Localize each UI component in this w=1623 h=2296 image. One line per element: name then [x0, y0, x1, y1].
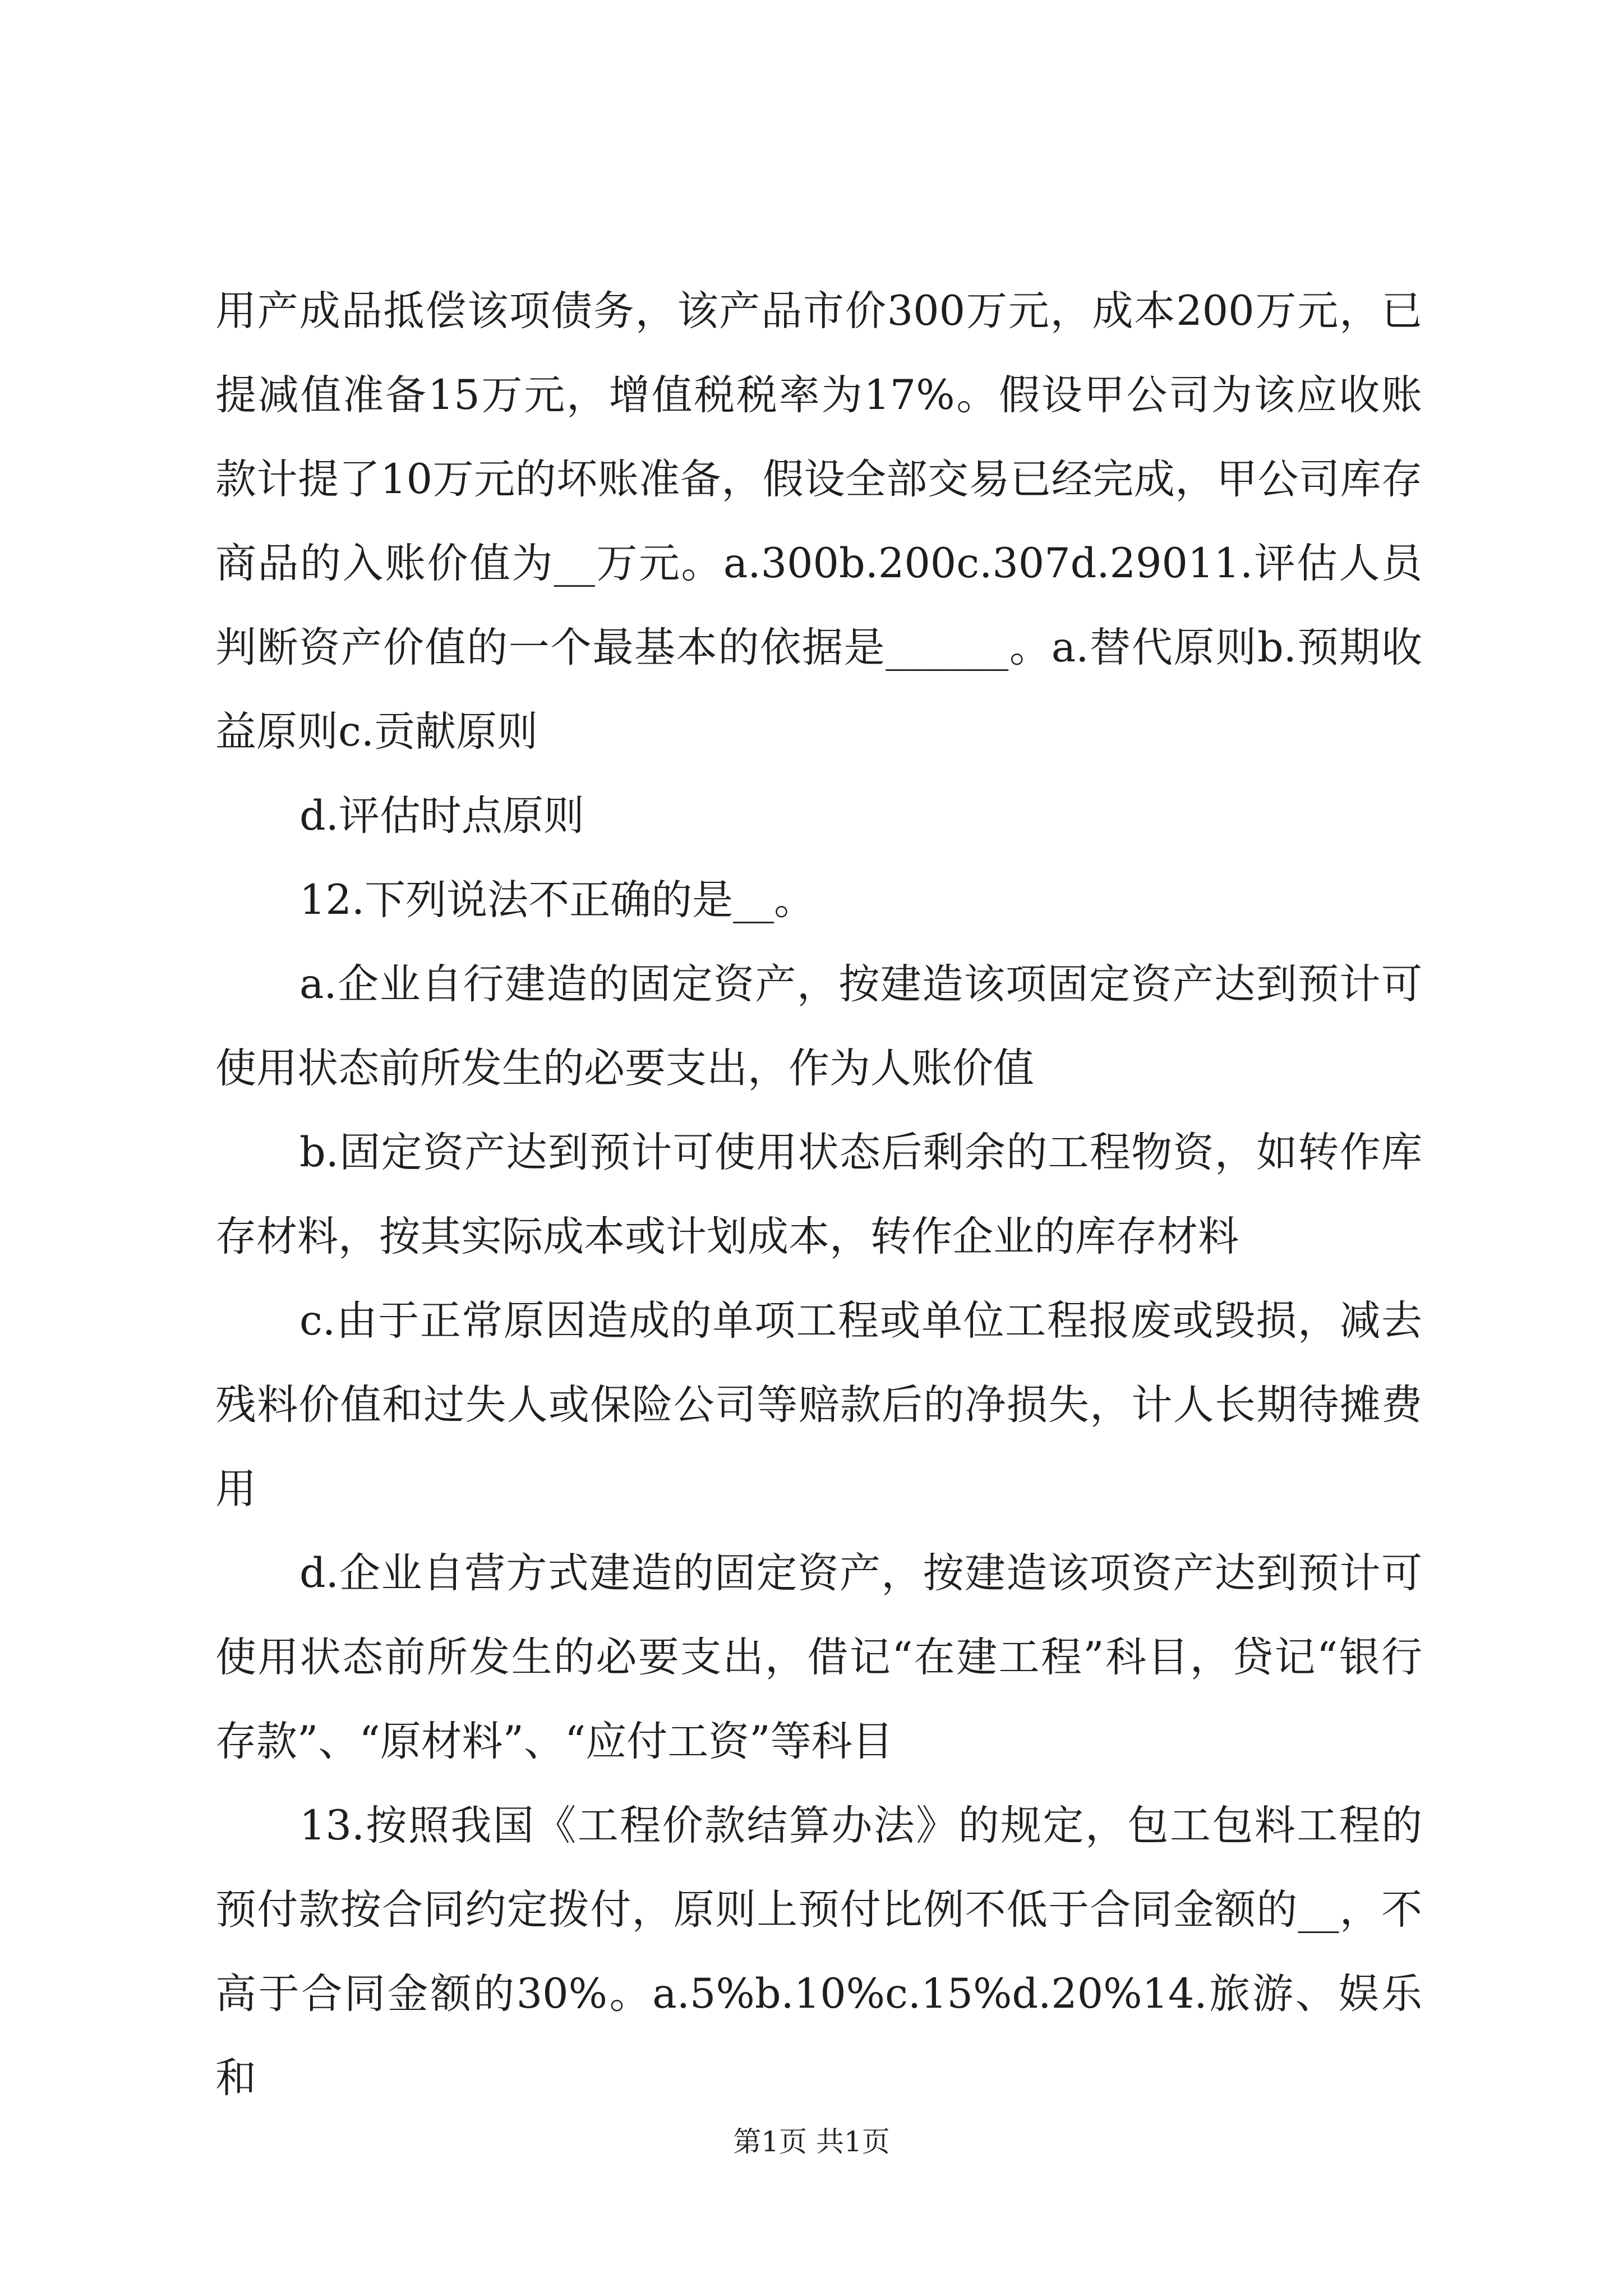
paragraph-option-a-12: a.企业自行建造的固定资产，按建造该项固定资产达到预计可使用状态前所发生的必要支出，作为人账价值: [215, 960, 1422, 1092]
paragraph-option-b-12: b.固定资产达到预计可使用状态后剩余的工程物资，如转作库存材料，按其实际成本或计划成本，转作企业的库存材料: [215, 1129, 1422, 1260]
paragraph-question-12: 12.下列说法不正确的是__。: [299, 876, 815, 924]
paragraph-question-13: 13.按照我国《工程价款结算办法》的规定，包工包料工程的预付款按合同约定拨付，原则上预付比例不低于合同金额的__，不高于合同金额的30%。a.5%b.10%c.15%d.20%14.旅游、娱乐和: [215, 1802, 1422, 2102]
paragraph-option-d-11: d.评估时点原则: [299, 792, 584, 840]
page-footer: 第1页 共1页: [733, 2125, 890, 2158]
paragraph-option-c-12: c.由于正常原因造成的单项工程或单位工程报废或毁损，减去残料价值和过失人或保险公司等赔款后的净损失，计人长期待摊费用: [215, 1297, 1422, 1513]
paragraph-option-d-12: d.企业自营方式建造的固定资产，按建造该项资产达到预计可使用状态前所发生的必要支出，借记“在建工程”科目，贷记“银行存款”、“原材料”、“应付工资”等科目: [215, 1549, 1422, 1765]
paragraph-question-10-11: 用产成品抵偿该项债务，该产品市价300万元，成本200万元，已提减值准备15万元，增值税税率为17%。假设甲公司为该应收账款计提了10万元的坏账准备，假设全部交易已经完成，甲公司库存商品的入账价值为__万元。a.300b.200c.307d.29011.评估人员判断资产价值的一个最基本的依据是______。a.替代原则b.预期收益原则c.贡献原则: [215, 287, 1422, 756]
document-body: [215, 269, 1422, 2120]
